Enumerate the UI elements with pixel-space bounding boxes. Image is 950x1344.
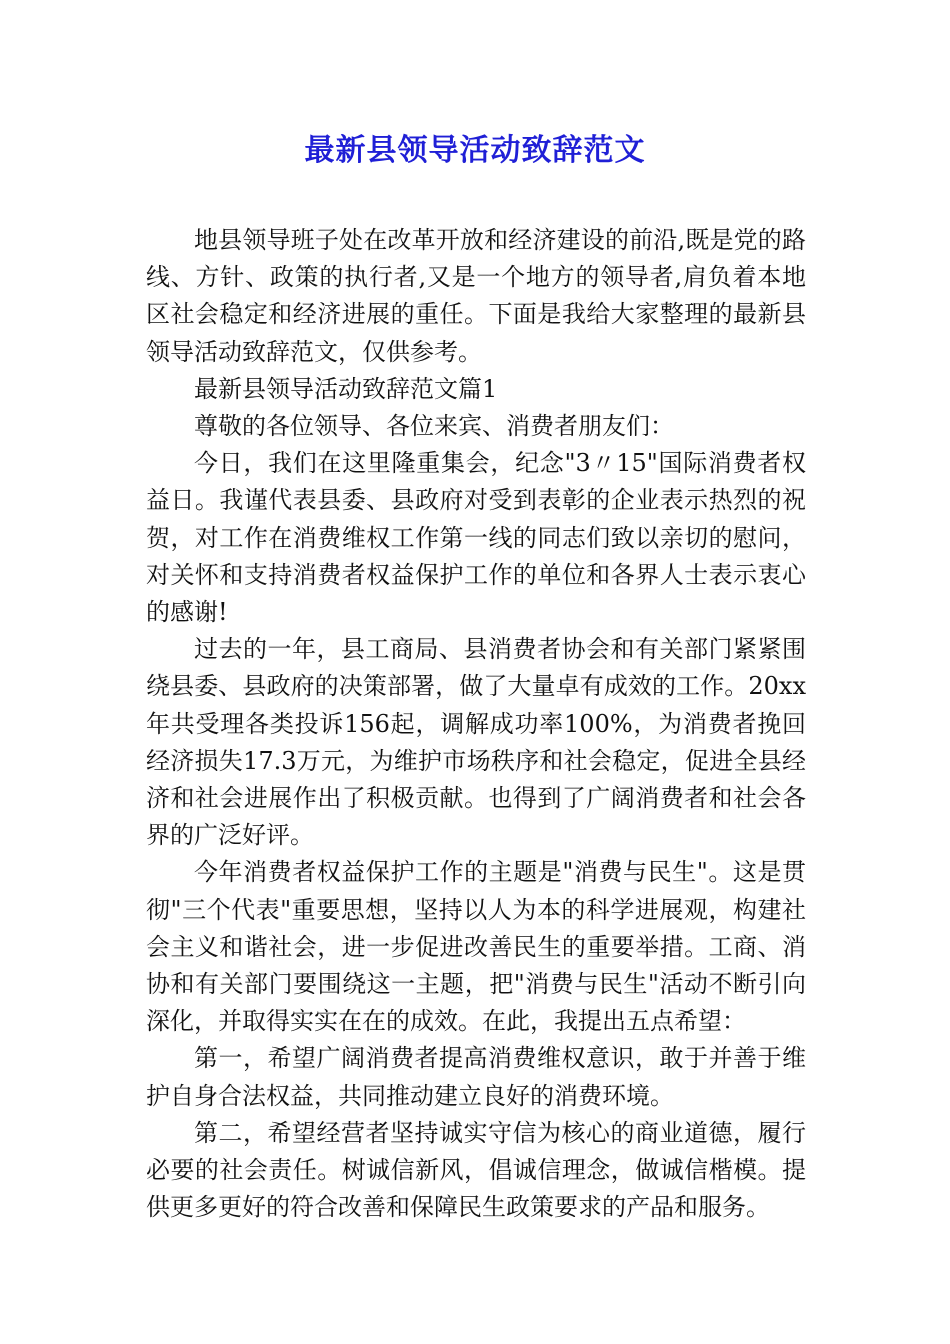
paragraph-hope-second: 第二，希望经营者坚持诚实守信为核心的商业道德，履行必要的社会责任。树诚信新风，倡诚信理念，做诚信楷模。提供更多更好的符合改善和保障民生政策要求的产品和服务。 — [146, 1118, 806, 1222]
paragraph-intro: 地县领导班子处在改革开放和经济建设的前沿,既是党的路线、方针、政策的执行者,又是一个地方的领导者,肩负着本地区社会稳定和经济进展的重任。下面是我给大家整理的最新县领导活动致辞范文，仅供参考。 — [146, 226, 806, 366]
paragraph-past-year: 过去的一年，县工商局、县消费者协会和有关部门紧紧围绕县委、县政府的决策部署，做了大量卓有成效的工作。20xx年共受理各类投诉156起，调解成功率100%，为消费者挽回经济损失17.3万元，为维护市场秩序和社会稳定，促进全县经济和社会进展作出了积极贡献。也得到了广阔消费者和社会各界的广泛好评。 — [146, 635, 806, 850]
paragraph-theme: 今年消费者权益保护工作的主题是"消费与民生"。这是贯彻"三个代表"重要思想，坚持以人为本的科学进展观，构建社会主义和谐社会，进一步促进改善民生的重要举措。工商、消协和有关部门要围绕这一主题，把"消费与民生"活动不断引向深化，并取得实实在在的成效。在此，我提出五点希望： — [146, 858, 806, 1036]
paragraph-opening: 今日，我们在这里隆重集会，纪念"3〃15"国际消费者权益日。我谨代表县委、县政府对受到表彰的企业表示热烈的祝贺，对工作在消费维权工作第一线的同志们致以亲切的慰问，对关怀和支持消费者权益保护工作的单位和各界人士表示衷心的感谢! — [146, 449, 806, 627]
paragraph-salutation: 尊敬的各位领导、各位来宾、消费者朋友们： — [194, 412, 674, 441]
document-body — [146, 222, 806, 1226]
paragraph-section-heading: 最新县领导活动致辞范文篇1 — [194, 374, 498, 403]
paragraph-hope-first: 第一，希望广阔消费者提高消费维权意识，敢于并善于维护自身合法权益，共同推动建立良好的消费环境。 — [146, 1044, 806, 1110]
document-title: 最新县领导活动致辞范文 — [304, 133, 646, 168]
